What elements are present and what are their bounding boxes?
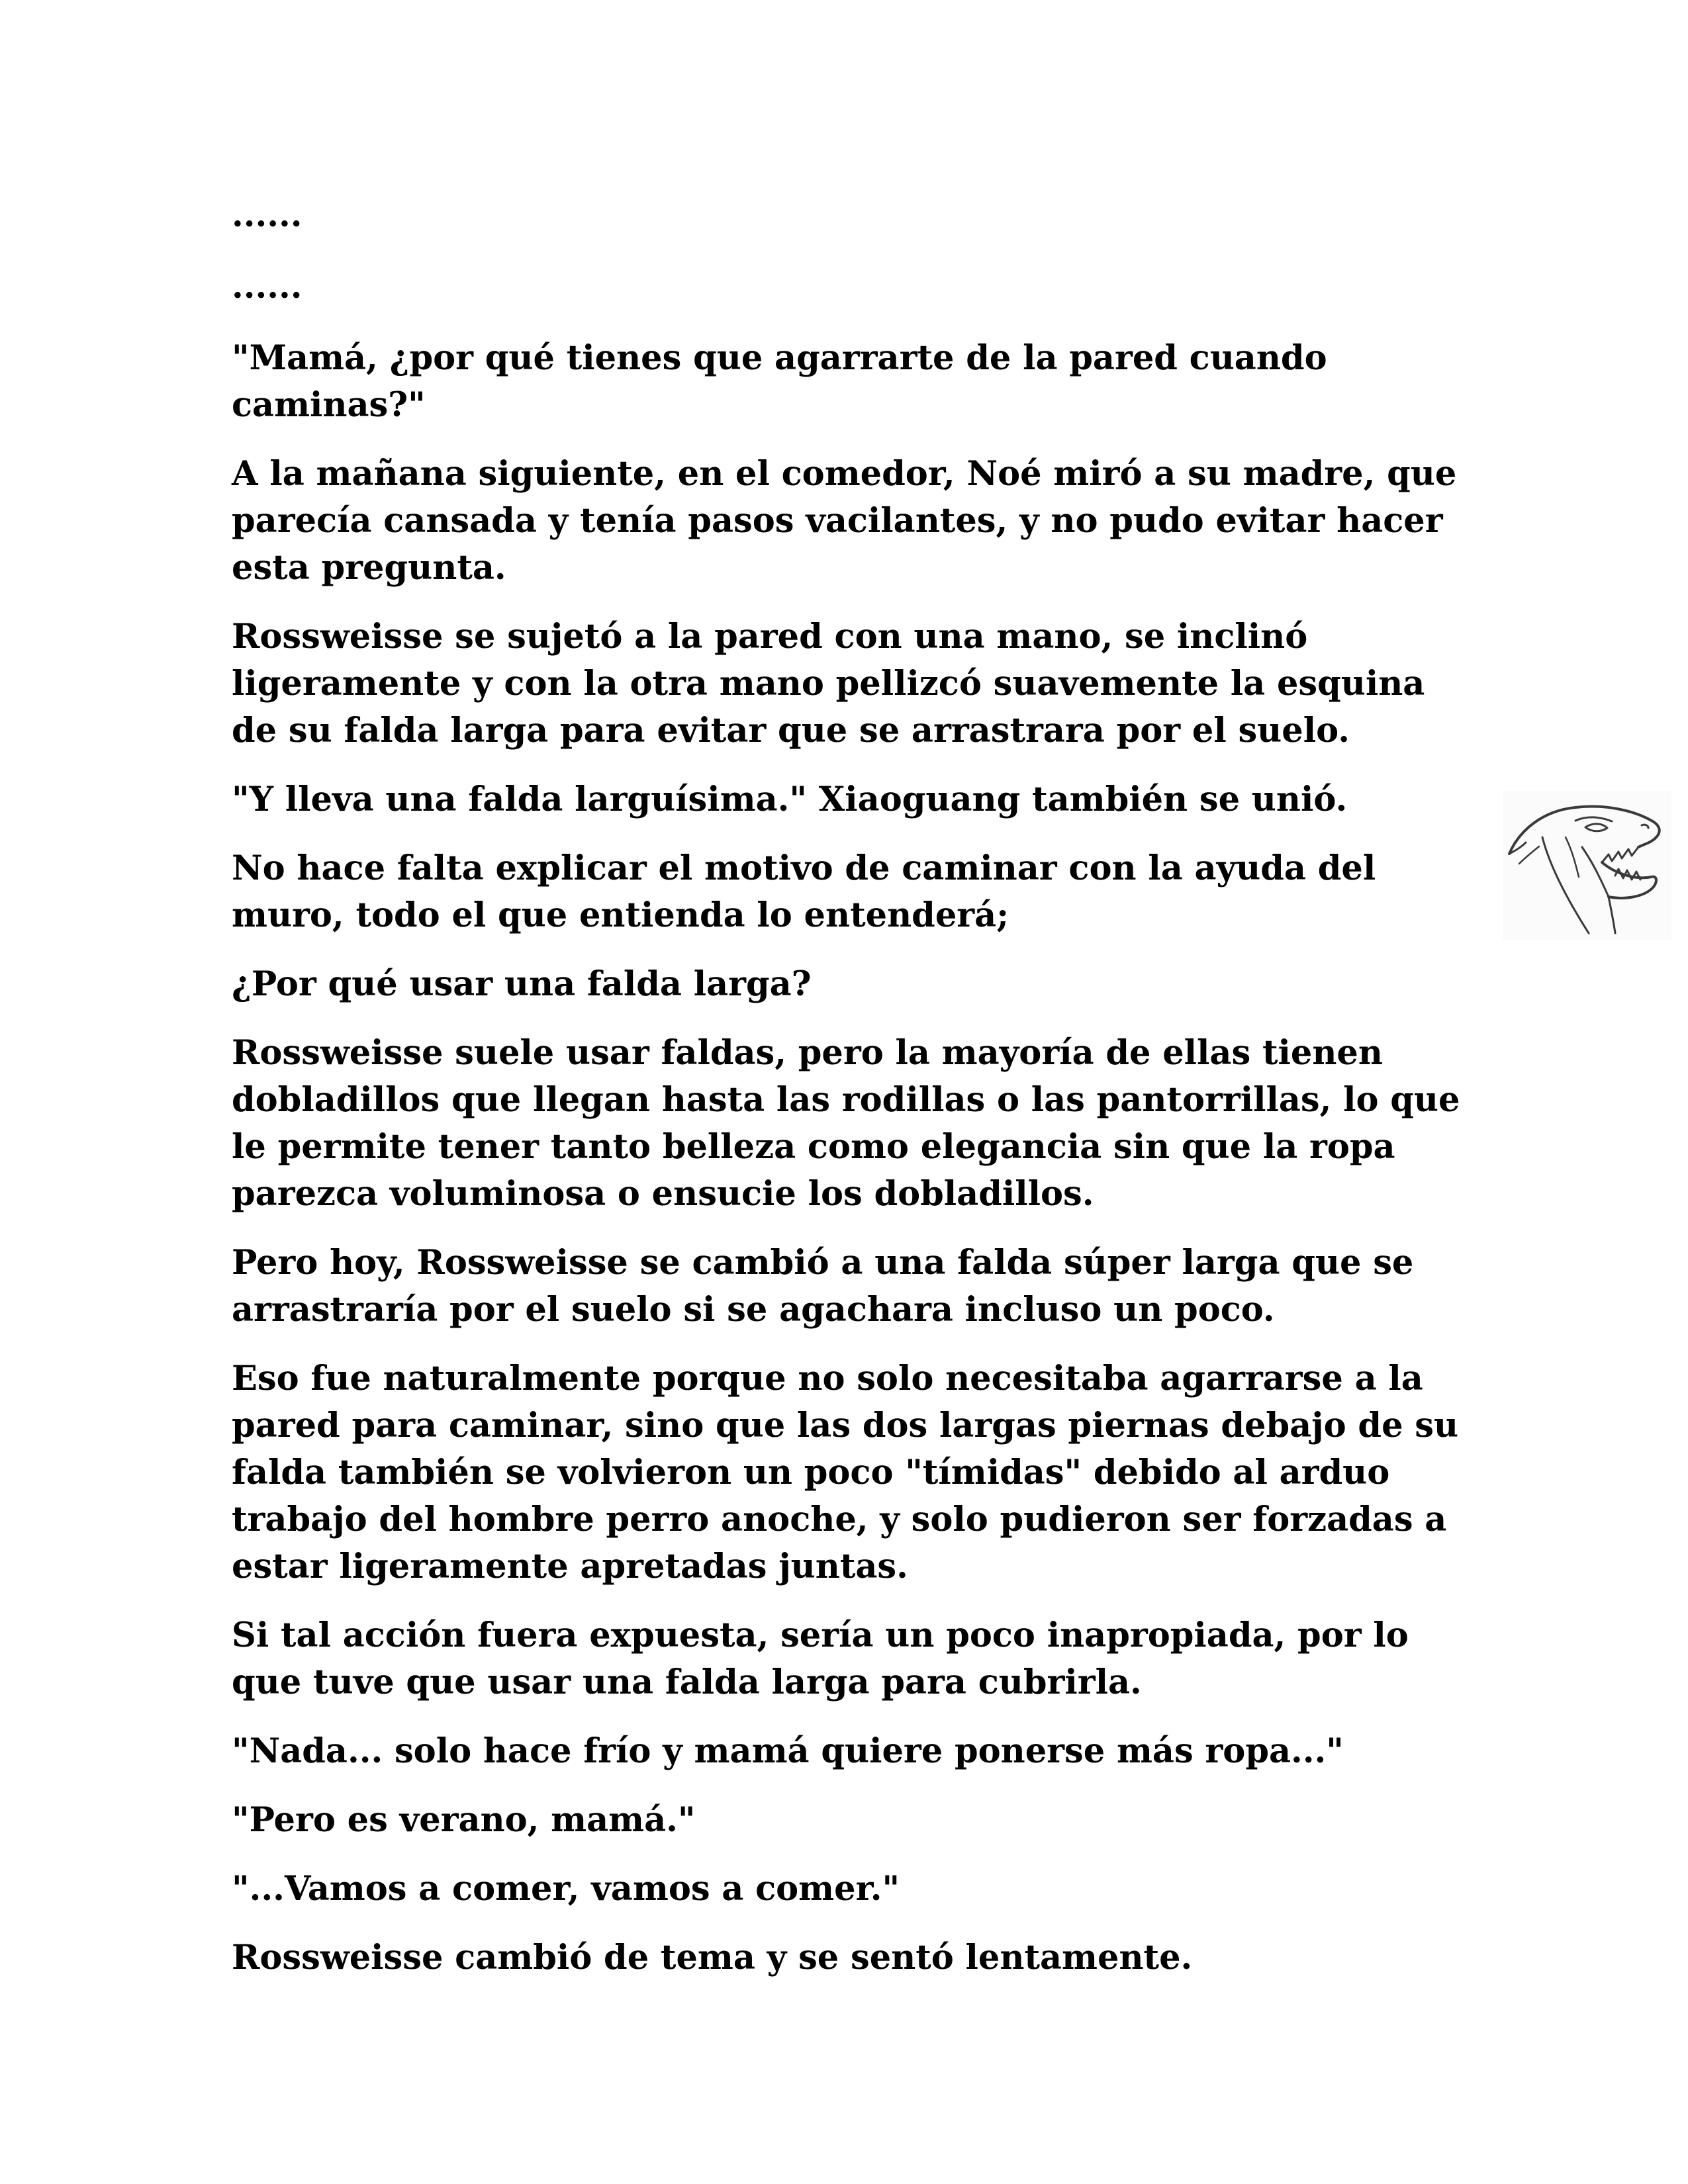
paragraph-3: "Mamá, ¿por qué tienes que agarrarte de la pared cuando caminas?" (232, 338, 1327, 425)
paragraph-11: Eso fue naturalmente porque no solo necesitaba agarrarse a la pared para caminar, sino que las dos largas piernas debajo de su falda también se volvieron un poco "tímidas" debido al arduo trabajo del hombre perro anoche, y solo pudieron ser forzadas a estar ligeramente apretadas juntas. (232, 1359, 1459, 1586)
paragraph-ellipsis-1: ...... (232, 195, 303, 235)
paragraph-12: Si tal acción fuera expuesta, sería un poco inapropiada, por lo que tuve que usar una falda larga para cubrirla. (232, 1615, 1409, 1702)
paragraph-10: Pero hoy, Rossweisse se cambió a una falda súper larga que se arrastraría por el suelo si se agachara incluso un poco. (232, 1243, 1414, 1330)
paragraph-7: No hace falta explicar el motivo de caminar con la ayuda del muro, todo el que entienda lo entenderá; (232, 848, 1376, 935)
paragraph-16: Rossweisse cambió de tema y se sentó lentamente. (232, 1938, 1193, 1978)
document-body (232, 192, 1476, 2003)
dinosaur-head-sketch-icon (1503, 791, 1671, 940)
paragraph-8: ¿Por qué usar una falda larga? (232, 964, 812, 1004)
paragraph-4: A la mañana siguiente, en el comedor, Noé miró a su madre, que parecía cansada y tenía pasos vacilantes, y no pudo evitar hacer esta pregunta. (232, 454, 1457, 588)
paragraph-ellipsis-2: ...... (232, 267, 303, 306)
paragraph-15: "...Vamos a comer, vamos a comer." (232, 1869, 900, 1909)
paragraph-9: Rossweisse suele usar faldas, pero la mayoría de ellas tienen dobladillos que llegan hasta las rodillas o las pantorrillas, lo que le permite tener tanto belleza como elegancia sin que la ropa parezca voluminosa o ensucie los dobladillos. (232, 1033, 1460, 1214)
paragraph-5: Rossweisse se sujetó a la pared con una mano, se inclinó ligeramente y con la otra mano pellizcó suavemente la esquina de su falda larga para evitar que se arrastrara por el suelo. (232, 617, 1425, 751)
paragraph-14: "Pero es verano, mamá." (232, 1800, 696, 1840)
paragraph-6: "Y lleva una falda larguísima." Xiaoguang también se unió. (232, 780, 1348, 819)
paragraph-13: "Nada... solo hace frío y mamá quiere ponerse más ropa..." (232, 1731, 1344, 1771)
